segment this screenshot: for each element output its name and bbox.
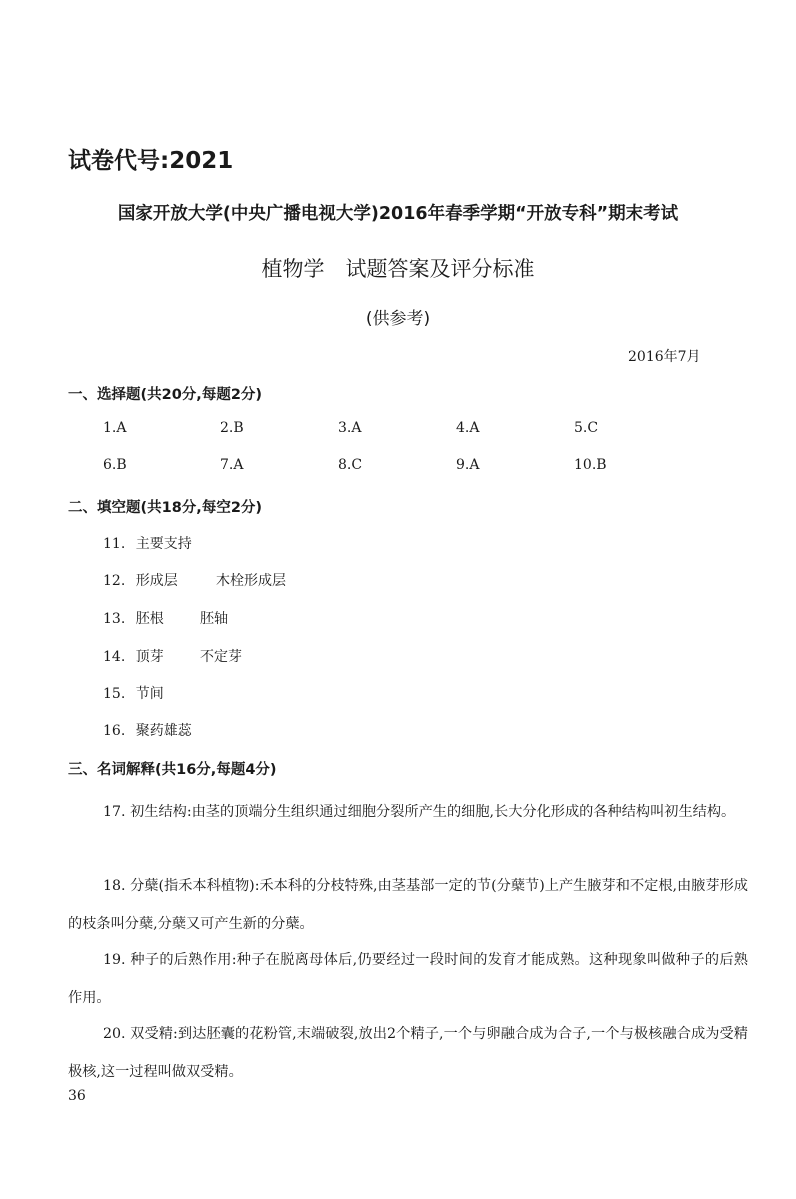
definition-paragraph: 17. 初生结构:由茎的顶端分生组织通过细胞分裂所产生的细胞,长大分化形成的各种结构叫初生结构。 <box>103 804 736 820</box>
answer-2: 胚轴 <box>200 611 228 627</box>
section-heading-fill-blank: 二、填空题(共18分,每空2分) <box>68 500 263 516</box>
item-number: 14. <box>103 649 126 665</box>
choice-answer: 5.C <box>574 420 599 436</box>
item-number: 12. <box>103 573 126 589</box>
fill-blank-item <box>103 683 164 703</box>
choice-answer: 4.A <box>456 420 480 436</box>
section-heading-definitions: 三、名词解释(共16分,每题4分) <box>68 762 277 778</box>
answer-1: 顶芽 <box>135 649 164 665</box>
fill-blank-item <box>103 570 286 590</box>
definition-paragraph: 18. 分蘖(指禾本科植物):禾本科的分枝特殊,由茎基部一定的节(分蘖节)上产生腋芽和不定根,由腋芽形成的枝条叫分蘖,分蘖又可产生新的分蘖。 <box>68 878 748 932</box>
item-number: 11. <box>103 536 126 552</box>
choice-answer: 1.A <box>103 420 127 436</box>
page-number: 36 <box>68 1088 86 1104</box>
choice-answer: 2.B <box>220 420 244 436</box>
answer-1: 主要支持 <box>135 536 192 552</box>
page-subtitle: (供参考) <box>365 309 431 329</box>
section-heading-choice: 一、选择题(共20分,每题2分) <box>68 387 263 403</box>
answer-1: 胚根 <box>135 611 164 627</box>
fill-blank-item <box>103 608 228 628</box>
definition-paragraph: 20. 双受精:到达胚囊的花粉管,末端破裂,放出2个精子,一个与卵融合成为合子,一个与极核融合成为受精极核,这一过程叫做双受精。 <box>68 1026 748 1080</box>
item-number: 15. <box>103 686 126 702</box>
choice-answer: 7.A <box>220 457 244 473</box>
fill-blank-item <box>103 533 192 553</box>
choice-answer: 10.B <box>574 457 607 473</box>
answer-2: 木栓形成层 <box>216 573 286 589</box>
answer-1: 节间 <box>135 686 164 702</box>
page-title: 植物学 试题答案及评分标准 <box>261 257 535 281</box>
exam-date: 2016年7月 <box>628 349 701 365</box>
answer-2: 不定芽 <box>200 649 242 665</box>
definition-paragraph: 19. 种子的后熟作用:种子在脱离母体后,仍要经过一段时间的发育才能成熟。这种现象叫做种子的后熟作用。 <box>68 952 748 1006</box>
item-number: 13. <box>103 611 126 627</box>
item-number: 16. <box>103 723 126 739</box>
exam-header: 国家开放大学(中央广播电视大学)2016年春季学期“开放专科”期末考试 <box>117 204 679 224</box>
paper-code: 试卷代号:2021 <box>68 148 234 174</box>
fill-blank-item <box>103 720 192 740</box>
choice-answer: 6.B <box>103 457 127 473</box>
choice-answer: 9.A <box>456 457 480 473</box>
choice-answer: 3.A <box>338 420 362 436</box>
answer-1: 聚药雄蕊 <box>135 723 192 739</box>
fill-blank-item <box>103 646 242 666</box>
answer-1: 形成层 <box>135 573 178 589</box>
choice-answer: 8.C <box>338 457 363 473</box>
